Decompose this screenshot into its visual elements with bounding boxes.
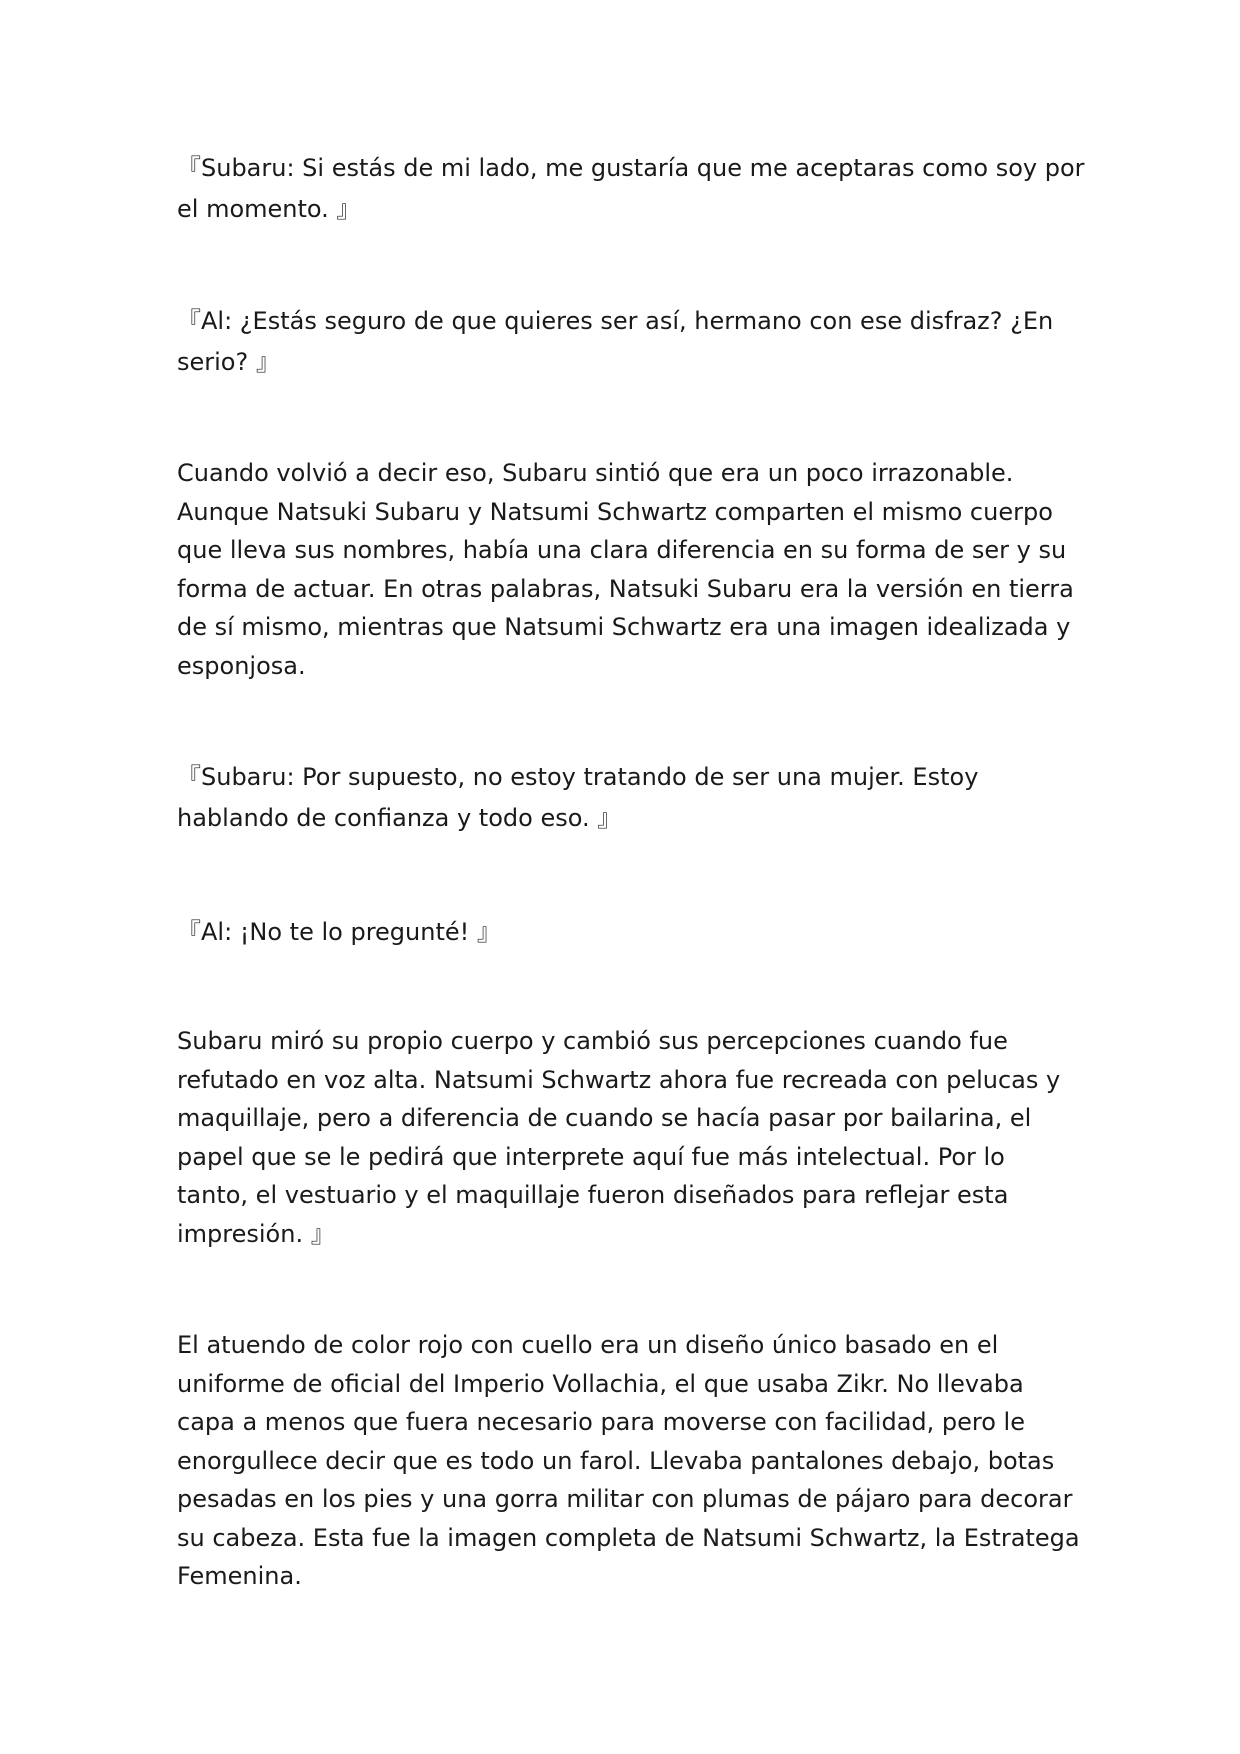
text-line: pesadas en los pies y una gorra militar con plumas de pájaro para decorar [177,1485,1073,1513]
dialogue-paragraph [177,912,1077,953]
text-line: Cuando volvió a decir eso, Subaru sintió que era un poco irrazonable. [177,459,1014,487]
dialogue-paragraph [177,148,1085,230]
text-line: hablando de confianza y todo eso. 』 [177,804,622,832]
text-line: uniforme de oficial del Imperio Vollachia, el que usaba Zikr. No llevaba [177,1369,1024,1398]
narration-paragraph [177,1326,1080,1596]
text-line: esponjosa. [177,651,306,680]
text-line: su cabeza. Esta fue la imagen completa de Natsumi Schwartz, la Estratega [177,1523,1080,1552]
text-line: 『Al: ¿Estás seguro de que quieres ser así, hermano con ese disfraz? ¿En [177,307,1054,335]
dialogue-paragraph [177,301,1077,383]
narration-paragraph [177,1022,1077,1253]
text-line: de sí mismo, mientras que Natsumi Schwartz era una imagen idealizada y [177,613,1071,641]
text-line: tanto, el vestuario y el maquillaje fueron diseñados para reflejar esta [177,1181,1009,1209]
text-line: Aunque Natsuki Subaru y Natsumi Schwartz comparten el mismo cuerpo [177,497,1053,526]
text-line: capa a menos que fuera necesario para moverse con facilidad, pero le [177,1408,1025,1436]
text-line: que lleva sus nombres, había una clara diferencia en su forma de ser y su [177,536,1067,564]
text-line: enorgullece decir que es todo un farol. Llevaba pantalones debajo, botas [177,1446,1055,1475]
text-line: impresión. 』 [177,1219,335,1248]
dialogue-paragraph [177,757,1077,839]
text-line: Femenina. [177,1562,302,1590]
text-line: el momento. 』 [177,195,361,223]
text-line: Subaru miró su propio cuerpo y cambió sus percepciones cuando fue [177,1027,1008,1055]
text-line: 『Subaru: Si estás de mi lado, me gustaría que me aceptaras como soy por [177,154,1085,182]
text-line: papel que se le pedirá que interprete aquí fue más intelectual. Por lo [177,1142,1005,1171]
text-line: forma de actuar. En otras palabras, Natsuki Subaru era la versión en tierra [177,574,1074,603]
narration-paragraph [177,454,1077,685]
text-line: maquillaje, pero a diferencia de cuando se hacía pasar por bailarina, el [177,1104,1032,1132]
text-line: 『Subaru: Por supuesto, no estoy tratando de ser una mujer. Estoy [177,763,979,791]
text-line: 『Al: ¡No te lo pregunté! 』 [177,918,501,946]
text-line: serio? 』 [177,348,280,376]
text-line: refutado en voz alta. Natsumi Schwartz ahora fue recreada con pelucas y [177,1065,1061,1094]
text-line: El atuendo de color rojo con cuello era un diseño único basado en el [177,1331,999,1359]
